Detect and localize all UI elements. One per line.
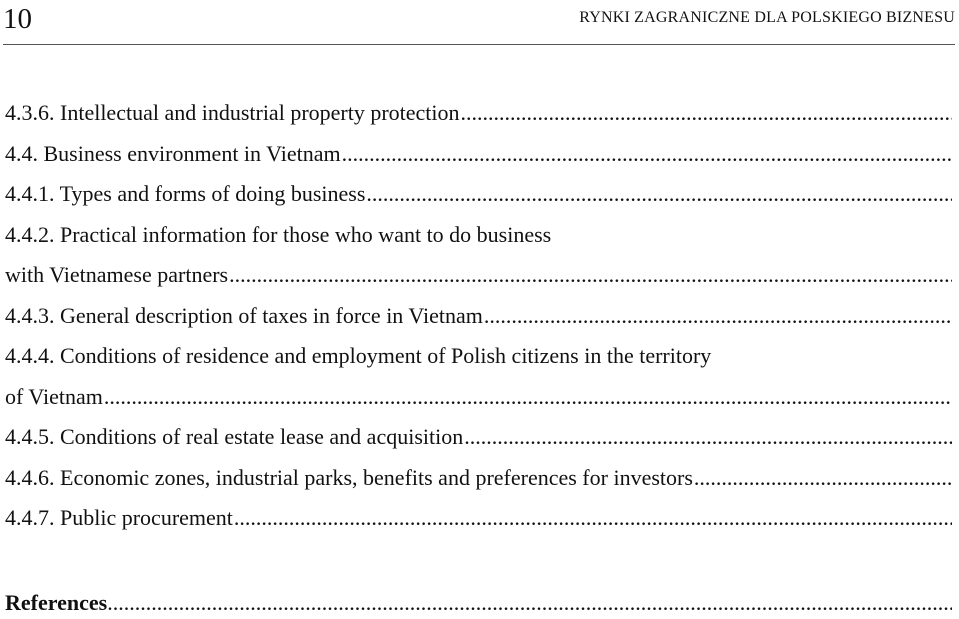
dot-leader [366, 174, 952, 215]
toc-entry-4-3-6[interactable] [5, 93, 952, 134]
toc-entry-4-4-5[interactable] [5, 417, 952, 458]
toc-entry-text: 4.4.7. Public procurement [5, 505, 233, 530]
toc-entry-text: 4.4.6. Economic zones, industrial parks, benefits and preferences for investors [5, 464, 693, 490]
references-label: References [5, 590, 108, 615]
toc-entry-text: of Vietnam [5, 383, 103, 409]
table-of-contents [5, 93, 952, 539]
toc-entry-4-4-6[interactable] [5, 458, 952, 499]
dot-leader [234, 498, 952, 539]
toc-entry-text: 4.4.1. Types and forms of doing business [5, 181, 366, 206]
dot-leader [104, 377, 952, 418]
toc-entry-text: 4.4.5. Conditions of real estate lease and acquisition [5, 424, 464, 449]
toc-entry-4-4-3[interactable] [5, 296, 952, 337]
toc-entry-4-4-2-continued[interactable] [5, 255, 952, 296]
toc-entry-4-4-7[interactable] [5, 498, 952, 539]
page-number: 10 [3, 3, 32, 35]
toc-entry-text: with Vietnamese partners [5, 262, 229, 287]
toc-entry-4-4-1[interactable] [5, 174, 952, 215]
running-title: RYNKI ZAGRANICZNE DLA POLSKIEGO BIZNESU [579, 9, 955, 26]
dot-leader [107, 587, 952, 619]
toc-entry-4-4-2[interactable] [5, 215, 952, 256]
toc-entry-text: 4.4.2. Practical information for those who want to do business [5, 221, 552, 247]
toc-entry-text: 4.4. Business environment in Vietnam [5, 140, 341, 166]
toc-entry-text: 4.4.3. General description of taxes in force in Vietnam [5, 302, 483, 328]
toc-entry-text: 4.4.4. Conditions of residence and employment of Polish citizens in the territory [5, 343, 712, 368]
page-header [3, 0, 955, 45]
dot-leader [694, 458, 952, 499]
toc-entry-references[interactable] [5, 587, 952, 619]
toc-entry-4-4-4-continued[interactable] [5, 377, 952, 418]
dot-leader [342, 134, 952, 175]
dot-leader [484, 296, 952, 337]
toc-entry-4-4-4[interactable] [5, 336, 952, 377]
dot-leader [229, 255, 952, 296]
dot-leader [461, 93, 952, 134]
toc-entry-4-4[interactable] [5, 134, 952, 175]
toc-entry-text: 4.3.6. Intellectual and industrial property protection [5, 100, 460, 125]
dot-leader [464, 417, 952, 458]
